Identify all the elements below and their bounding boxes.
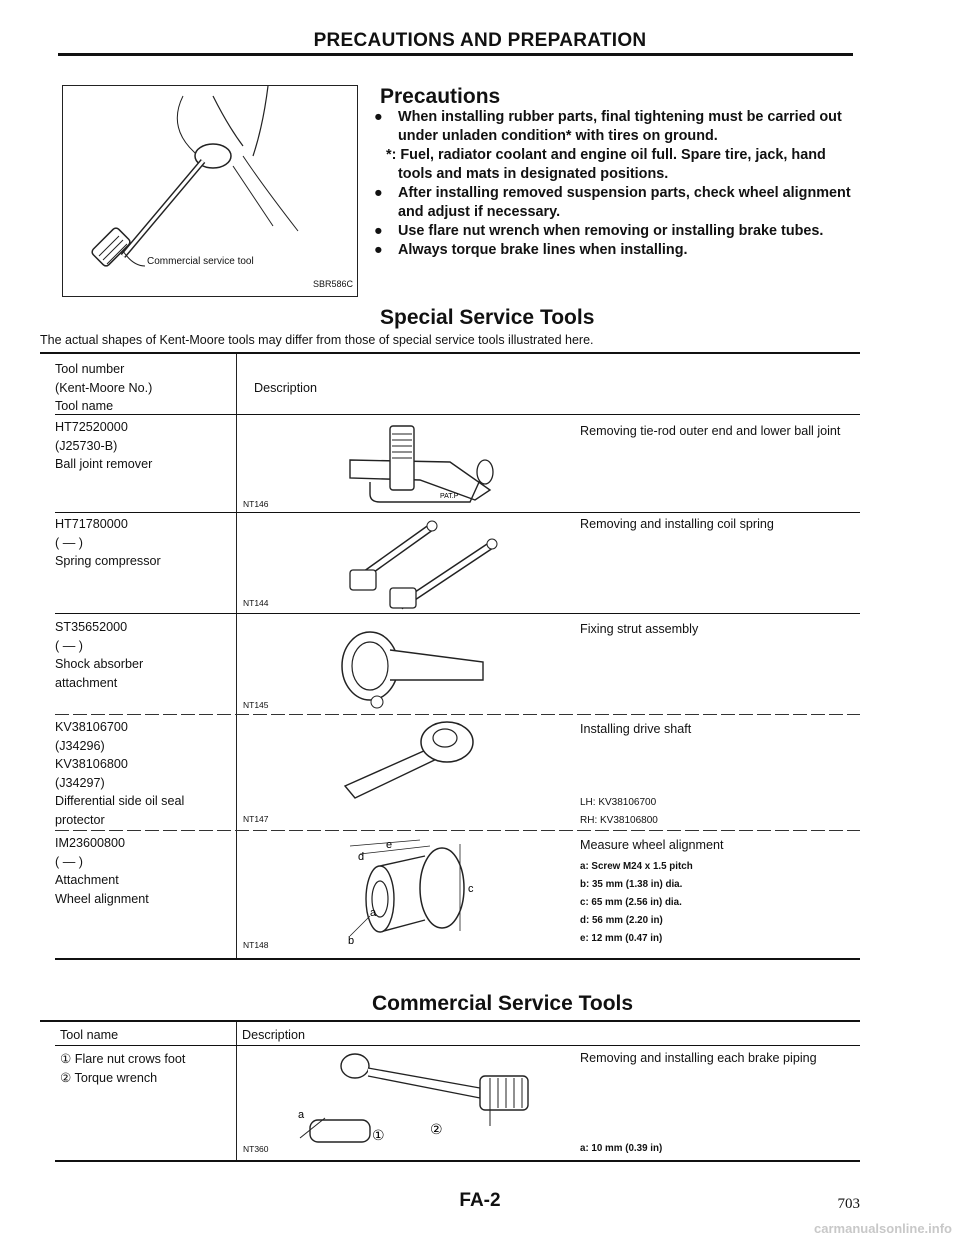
precautions-list	[370, 108, 860, 260]
spring-compressor-icon	[340, 518, 510, 610]
svg-text:②: ②	[430, 1122, 443, 1138]
precaution-note: *: Fuel, radiator coolant and engine oil full. Spare tire, jack, hand tools and mats in designated positions.	[386, 147, 826, 182]
table-bottom-rule	[55, 958, 860, 960]
tool-row-oil-seal-protector: KV38106700 (J34296) KV38106800 (J34297) Differential side oil seal protector	[55, 720, 185, 827]
lh-part-number: LH: KV38106700	[580, 797, 657, 808]
row-rule	[55, 830, 860, 831]
tool-description: Removing and installing coil spring	[580, 517, 774, 531]
tool-code: NT146	[243, 499, 269, 509]
header-rule	[58, 53, 853, 56]
torque-wrench-icon	[280, 1048, 580, 1158]
precautions-heading: Precautions	[380, 85, 501, 108]
figure-code: SBR586C	[312, 279, 353, 289]
precaution-item: ● When installing rubber parts, final tightening must be carried out under unladen condition* with tires on ground.	[374, 109, 842, 144]
torque-wrench: ② Torque wrench	[60, 1070, 158, 1085]
page-header-title: PRECAUTIONS AND PREPARATION	[313, 30, 647, 51]
tool-row-ball-joint-remover: HT72520000 (J25730-B) Ball joint remover	[55, 420, 153, 471]
ball-joint-remover-icon	[340, 420, 510, 512]
watermark: carmanualsonline.info	[814, 1221, 952, 1236]
figure-label: Commercial service tool	[147, 256, 254, 267]
svg-text:a: a	[370, 907, 377, 919]
commercial-tool-description: Removing and installing each brake piping	[580, 1051, 817, 1065]
svg-text:c: c	[468, 883, 474, 895]
row-rule	[55, 714, 860, 715]
tool-code: NT145	[243, 700, 269, 710]
rh-part-number: RH: KV38106800	[580, 815, 658, 826]
commercial-spec: a: 10 mm (0.39 in)	[580, 1143, 663, 1154]
tool-code: NT148	[243, 940, 269, 950]
svg-text:b: b	[348, 935, 355, 947]
commercial-description-column-header: Description	[242, 1028, 305, 1042]
description-column-header: Description	[254, 381, 317, 395]
commercial-column-divider	[236, 1022, 237, 1162]
row-rule	[55, 613, 860, 614]
svg-text:d: d	[358, 851, 365, 863]
tool-code: NT144	[243, 598, 269, 608]
wheel-alignment-attachment-icon	[330, 836, 500, 948]
precaution-item: ● Use flare nut wrench when removing or installing brake tubes.	[374, 223, 824, 239]
shock-absorber-attachment-icon	[335, 620, 495, 712]
commercial-header-rule	[55, 1045, 860, 1046]
row-rule	[55, 512, 860, 513]
special-tools-heading: Special Service Tools	[380, 306, 595, 329]
commercial-tools-heading: Commercial Service Tools	[372, 992, 634, 1015]
tool-description: Fixing strut assembly	[580, 622, 699, 636]
page-number: 703	[837, 1196, 860, 1212]
header-row-rule	[55, 414, 860, 415]
commercial-tool-list	[60, 1050, 185, 1087]
svg-text:①: ①	[372, 1128, 385, 1144]
commercial-table-bottom-rule	[55, 1160, 860, 1162]
commercial-table-top-rule	[40, 1020, 860, 1022]
tool-code: NT360	[243, 1144, 269, 1154]
tool-description: Measure wheel alignment	[580, 838, 724, 852]
tool-column-header: Tool number (Kent-Moore No.) Tool name	[55, 362, 153, 413]
tool-description: Removing tie-rod outer end and lower ball joint	[580, 424, 841, 438]
spec-list: a: Screw M24 x 1.5 pitch b: 35 mm (1.38 in) dia. c: 65 mm (2.56 in) dia. d: 56 mm (2.20 in) e: 12 mm (0.47 in)	[580, 861, 693, 944]
tool-row-shock-absorber-attachment: ST35652000 ( — ) Shock absorber attachment	[55, 620, 144, 690]
table-top-rule	[40, 352, 860, 354]
patent-tag: PAT.P	[440, 493, 459, 500]
tool-row-wheel-alignment-attachment: IM23600800 ( — ) Attachment Wheel alignment	[55, 836, 149, 906]
page-label: FA-2	[459, 1190, 501, 1211]
tool-code: NT147	[243, 814, 269, 824]
special-tools-intro: The actual shapes of Kent-Moore tools may differ from those of special service tools illustrated here.	[40, 333, 594, 347]
precaution-item: ● After installing removed suspension parts, check wheel alignment and adjust if necessary.	[374, 185, 851, 220]
tool-row-spring-compressor: HT71780000 ( — ) Spring compressor	[55, 517, 161, 568]
flare-nut-crows-foot: ① Flare nut crows foot	[60, 1052, 186, 1066]
precaution-item: ● Always torque brake lines when installing.	[374, 242, 688, 258]
oil-seal-protector-icon	[335, 716, 495, 806]
commercial-tool-figure	[62, 85, 358, 297]
svg-text:e: e	[386, 839, 393, 851]
table-column-divider	[236, 354, 237, 960]
svg-text:a: a	[298, 1109, 305, 1121]
tool-description: Installing drive shaft	[580, 722, 692, 736]
commercial-tool-column-header: Tool name	[60, 1028, 119, 1042]
